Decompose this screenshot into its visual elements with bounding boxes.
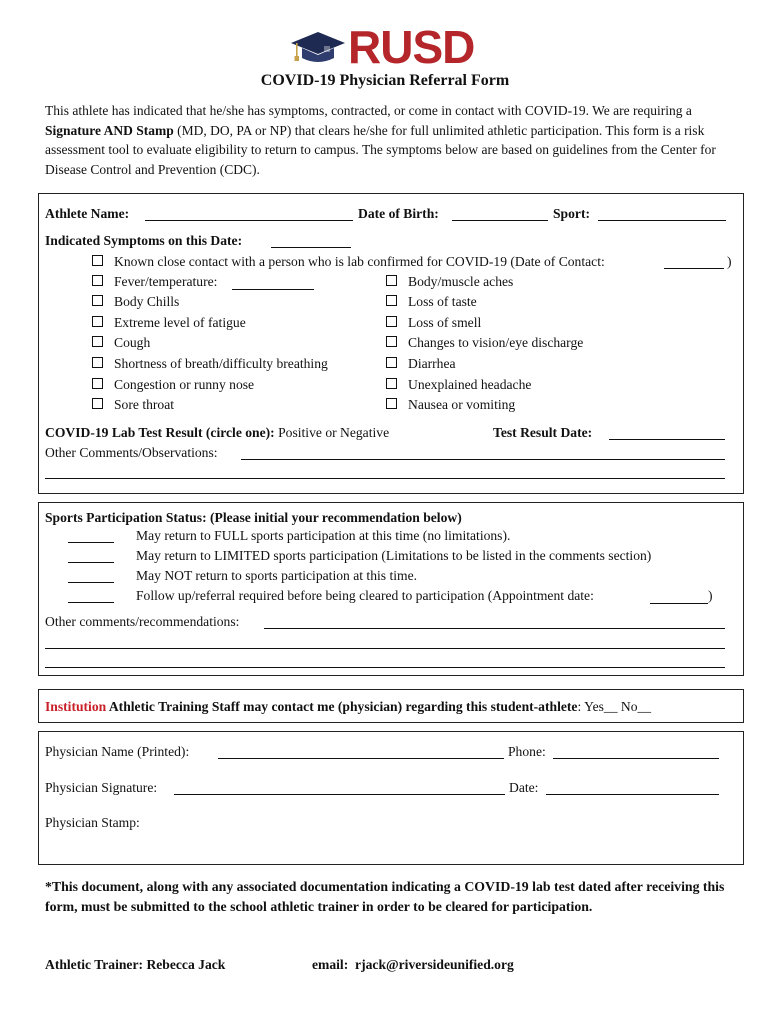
institution-label: Institution — [45, 699, 107, 714]
athletic-trainer-row: Athletic Trainer: Rebecca Jack — [45, 957, 226, 972]
checkbox[interactable] — [386, 398, 397, 409]
logo-text: RUSD — [348, 21, 475, 73]
other-recommendations-field-2[interactable] — [45, 648, 725, 649]
symptom-left-2[interactable]: Extreme level of fatigue — [92, 315, 246, 331]
checkbox[interactable] — [92, 316, 103, 327]
lab-result-options[interactable]: Positive or Negative — [278, 425, 390, 440]
symptoms-date-field[interactable] — [271, 247, 351, 248]
checkbox[interactable] — [386, 295, 397, 306]
symptom-right-5[interactable]: Unexplained headache — [386, 377, 531, 393]
date-of-contact-field[interactable] — [664, 268, 724, 269]
checkbox[interactable] — [92, 295, 103, 306]
participation-option-3: Follow up/referral required before being cleared to participation (Appointment date: — [136, 588, 594, 603]
symptom-left-6[interactable]: Sore throat — [92, 397, 174, 413]
initial-field-1[interactable] — [68, 562, 114, 563]
checkbox[interactable] — [386, 357, 397, 368]
dob-label: Date of Birth: — [358, 206, 439, 221]
sport-field[interactable] — [598, 220, 726, 221]
initial-field-2[interactable] — [68, 582, 114, 583]
physician-name-field[interactable] — [218, 758, 504, 759]
symptom-left-3[interactable]: Cough — [92, 335, 150, 351]
test-result-date-label: Test Result Date: — [493, 425, 593, 440]
checkbox[interactable] — [92, 357, 103, 368]
other-recommendations-field[interactable] — [264, 628, 725, 629]
symptom-left-0[interactable]: Fever/temperature: — [92, 274, 217, 290]
checkbox[interactable] — [92, 398, 103, 409]
symptom-right-0[interactable]: Body/muscle aches — [386, 274, 513, 290]
symptom-left-4[interactable]: Shortness of breath/difficulty breathing — [92, 356, 328, 372]
initial-field-3[interactable] — [68, 602, 114, 603]
test-result-date-field[interactable] — [609, 439, 725, 440]
symptom-right-2[interactable]: Loss of smell — [386, 315, 481, 331]
physician-signature-field[interactable] — [174, 794, 505, 795]
yes-no-choice[interactable]: : Yes__ No__ — [577, 699, 652, 714]
rusd-logo — [290, 21, 490, 73]
symptom-right-3[interactable]: Changes to vision/eye discharge — [386, 335, 583, 351]
contact-permission-text: Institution Athletic Training Staff may contact me (physician) regarding this student-athlete: Yes__ No__ — [45, 699, 652, 714]
participation-option-1: May return to LIMITED sports participation (Limitations to be listed in the comments section) — [136, 548, 652, 563]
temperature-field[interactable] — [232, 289, 314, 290]
symptom-right-4[interactable]: Diarrhea — [386, 356, 456, 372]
checkbox[interactable] — [92, 255, 103, 266]
checkbox[interactable] — [92, 275, 103, 286]
appointment-date-field[interactable] — [650, 603, 708, 604]
signature-date-label: Date: — [509, 780, 539, 795]
symptom-right-1[interactable]: Loss of taste — [386, 294, 477, 310]
dob-field[interactable] — [452, 220, 548, 221]
athlete-name-field[interactable] — [145, 220, 353, 221]
checkbox[interactable] — [92, 336, 103, 347]
physician-signature-label: Physician Signature: — [45, 780, 158, 795]
intro-paragraph: This athlete has indicated that he/she has symptoms, contracted, or come in contact with COVID-19. We are requiring a Signature AND Stamp (MD, DO, PA or NP) that clears he/she for full unlimited athletic participation. This form is a risk assessment tool to evaluate eligibility to return to campus. The symptoms below are based on guidelines from the Center for Disease Control and Prevention (CDC). — [45, 103, 716, 177]
form-title: COVID-19 Physician Referral Form — [260, 72, 510, 89]
initial-field-0[interactable] — [68, 542, 114, 543]
participation-option-2: May NOT return to sports participation at this time. — [136, 568, 418, 583]
checkbox[interactable] — [386, 316, 397, 327]
participation-option-0: May return to FULL sports participation at this time (no limitations). — [136, 528, 511, 543]
signature-date-field[interactable] — [546, 794, 719, 795]
other-recommendations-field-3[interactable] — [45, 667, 725, 668]
symptoms-heading: Indicated Symptoms on this Date: — [45, 233, 243, 248]
symptom-left-1[interactable]: Body Chills — [92, 294, 179, 310]
other-observations-field[interactable] — [241, 459, 725, 460]
participation-heading: Sports Participation Status: (Please initial your recommendation below) — [45, 510, 462, 525]
athletic-trainer-name: Rebecca Jack — [146, 957, 226, 972]
graduation-cap-icon — [290, 30, 346, 66]
known-contact-close: ) — [727, 254, 732, 269]
phone-field[interactable] — [553, 758, 719, 759]
physician-name-label: Physician Name (Printed): — [45, 744, 190, 759]
appointment-close: ) — [708, 588, 713, 603]
submission-note: *This document, along with any associated documentation indicating a COVID-19 lab test dated after receiving this form, must be submitted to the school athletic trainer in order to be cleared for participation. — [45, 879, 725, 914]
physician-stamp-label: Physician Stamp: — [45, 815, 140, 830]
checkbox[interactable] — [386, 336, 397, 347]
sport-label: Sport: — [553, 206, 591, 221]
athlete-name-label: Athlete Name: — [45, 206, 130, 221]
trainer-email[interactable]: rjack@riversideunified.org — [355, 957, 514, 972]
other-recommendations-label: Other comments/recommendations: — [45, 614, 240, 629]
email-row: email: rjack@riversideunified.org — [312, 957, 514, 972]
known-contact-checkbox-row[interactable]: Known close contact with a person who is lab confirmed for COVID-19 (Date of Contact: — [92, 254, 605, 270]
checkbox[interactable] — [386, 378, 397, 389]
symptom-left-5[interactable]: Congestion or runny nose — [92, 377, 254, 393]
other-observations-field-2[interactable] — [45, 478, 725, 479]
lab-result-row: COVID-19 Lab Test Result (circle one): Positive or Negative — [45, 425, 390, 440]
other-observations-label: Other Comments/Observations: — [45, 445, 218, 460]
phone-label: Phone: — [508, 744, 546, 759]
checkbox[interactable] — [386, 275, 397, 286]
symptom-right-6[interactable]: Nausea or vomiting — [386, 397, 515, 413]
checkbox[interactable] — [92, 378, 103, 389]
